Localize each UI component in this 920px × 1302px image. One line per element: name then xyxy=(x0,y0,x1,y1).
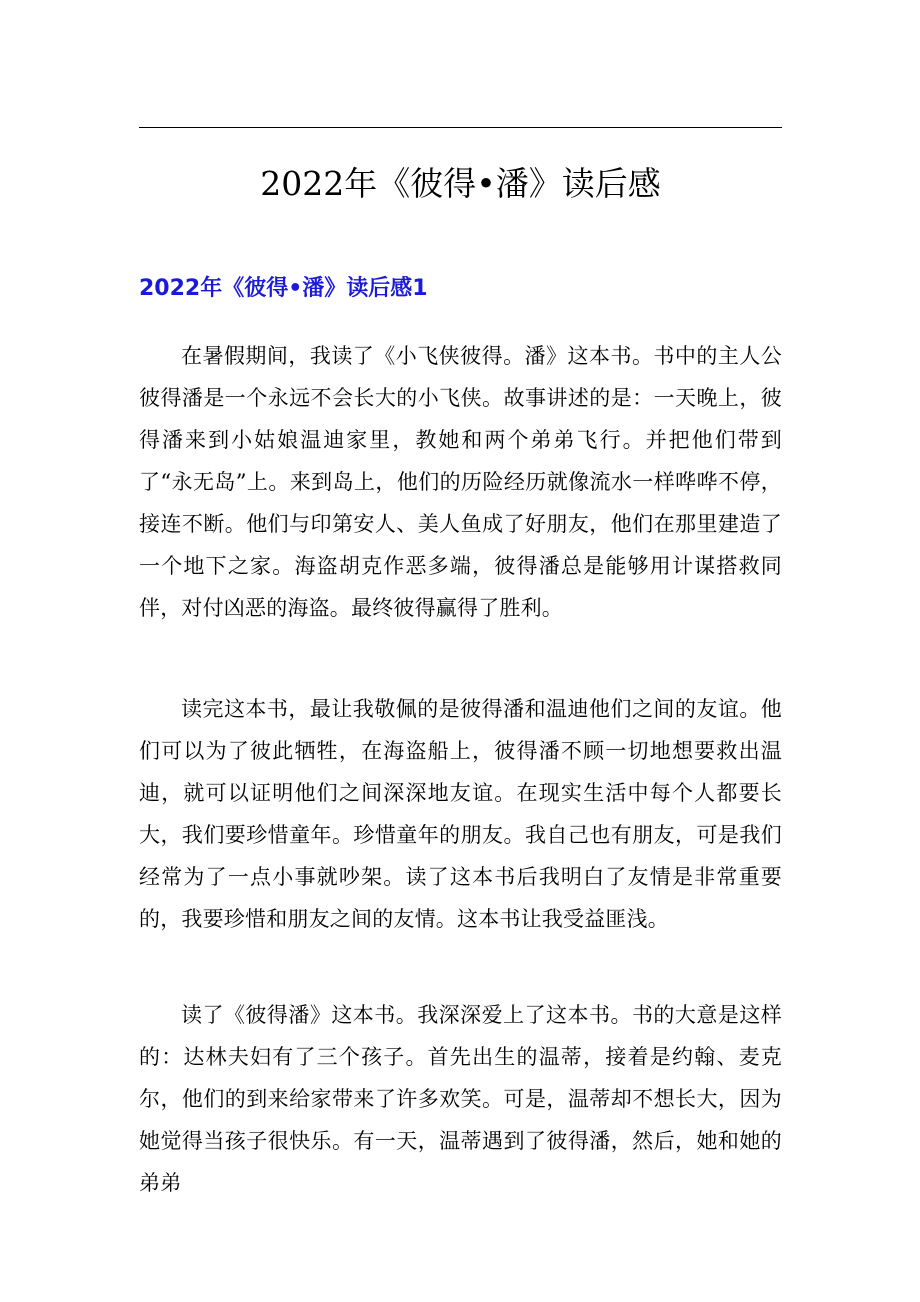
document-title: 2022年《彼得•潘》读后感 xyxy=(260,164,661,203)
section-heading: 2022年《彼得•潘》读后感1 xyxy=(139,276,428,301)
header-divider xyxy=(139,127,782,128)
body-paragraph-1: 在暑假期间，我读了《小飞侠彼得。潘》这本书。书中的主人公彼得潘是一个永远不会长大的小飞侠。故事讲述的是：一天晚上，彼得潘来到小姑娘温迪家里，教她和两个弟弟飞行。并把他们带到了“永无岛”上。来到岛上，他们的历险经历就像流水一样哗哗不停，接连不断。他们与印第安人、美人鱼成了好朋友，他们在那里建造了一个地下之家。海盗胡克作恶多端，彼得潘总是能够用计谋搭救同伴，对付凶恶的海盗。最终彼得赢得了胜利。 xyxy=(139,344,782,620)
body-paragraph-3: 读了《彼得潘》这本书。我深深爱上了这本书。书的大意是这样的：达林夫妇有了三个孩子。首先出生的温蒂，接着是约翰、麦克尔，他们的到来给家带来了许多欢笑。可是，温蒂却不想长大，因为她觉得当孩子很快乐。有一天，温蒂遇到了彼得潘，然后，她和她的弟弟 xyxy=(139,1003,782,1195)
body-paragraph-2: 读完这本书，最让我敬佩的是彼得潘和温迪他们之间的友谊。他们可以为了彼此牺牲，在海盗船上，彼得潘不顾一切地想要救出温迪，就可以证明他们之间深深地友谊。在现实生活中每个人都要长大，我们要珍惜童年。珍惜童年的朋友。我自己也有朋友，可是我们经常为了一点小事就吵架。读了这本书后我明白了友情是非常重要的，我要珍惜和朋友之间的友情。这本书让我受益匪浅。 xyxy=(139,697,782,931)
